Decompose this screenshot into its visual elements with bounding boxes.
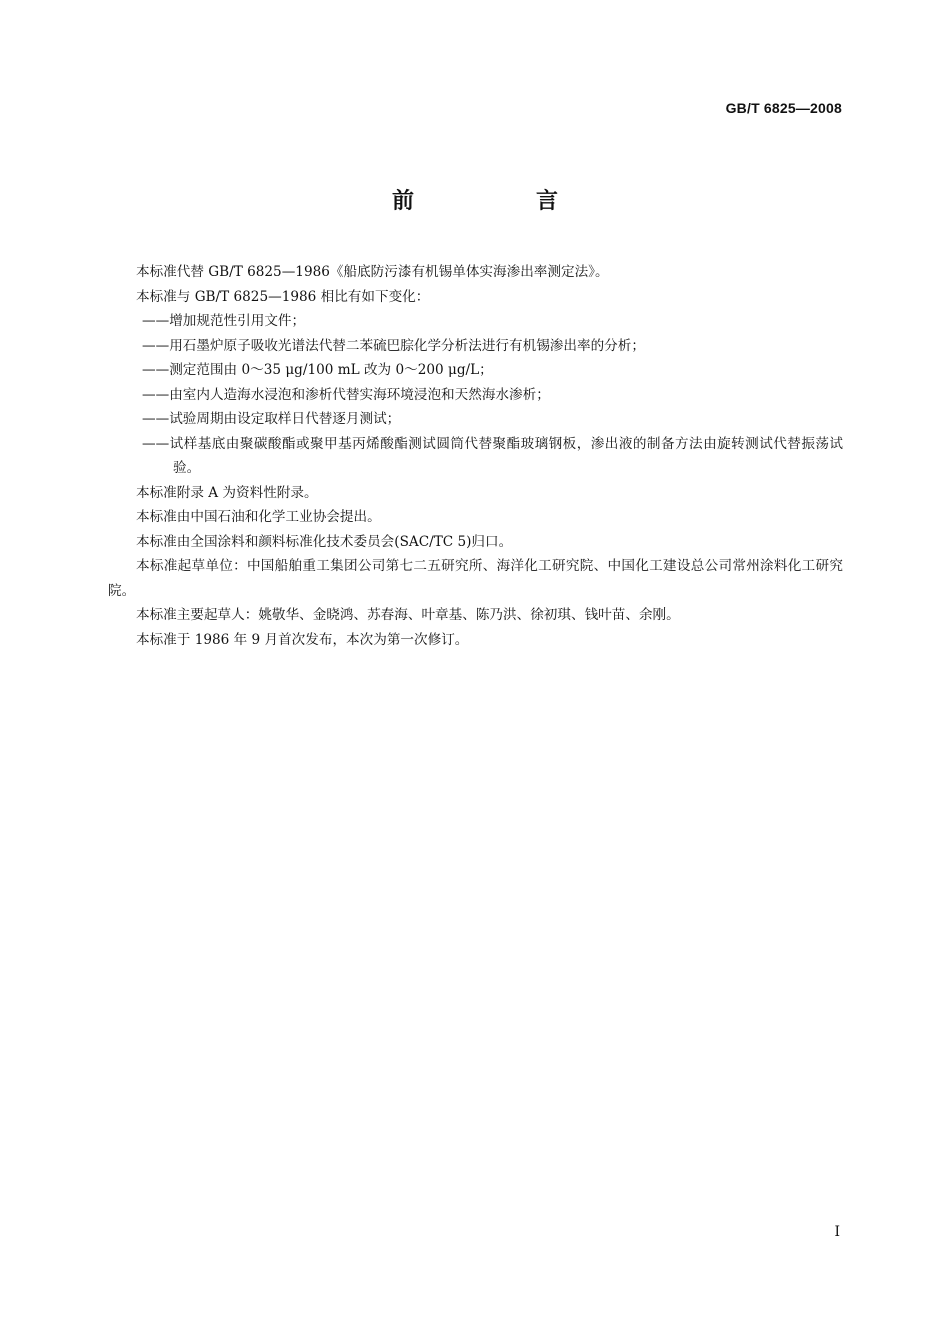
standard-code: GB/T 6825—2008 xyxy=(725,100,842,116)
list-item: ——测定范围由 0～35 μg/100 mL 改为 0～200 μg/L； xyxy=(142,362,493,378)
list-item: ——用石墨炉原子吸收光谱法代替二苯硫巴腙化学分析法进行有机锡渗出率的分析； xyxy=(142,337,645,354)
paragraph-drafters: 本标准主要起草人：姚敬华、金晓鸿、苏春海、叶章基、陈乃洪、徐初琪、钱叶苗、余刚。 xyxy=(136,607,680,623)
document-body xyxy=(108,260,843,652)
paragraph-drafting-units: 本标准起草单位：中国船舶重工集团公司第七二五研究所、海洋化工研究院、中国化工建设总公司常州涂料化工研究院。 xyxy=(108,558,843,599)
paragraph-proposer: 本标准由中国石油和化学工业协会提出。 xyxy=(136,509,381,525)
list-item: ——试样基底由聚碳酸酯或聚甲基丙烯酸酯测试圆筒代替聚酯玻璃钢板，渗出液的制备方法由旋转测试代替振荡试验。 xyxy=(142,435,843,476)
paragraph-replacement: 本标准代替 GB/T 6825—1986《船底防污漆有机锡单体实海渗出率测定法》。 xyxy=(136,264,609,280)
paragraph-committee: 本标准由全国涂料和颜料标准化技术委员会(SAC/TC 5)归口。 xyxy=(136,533,513,550)
list-item: ——试验周期由设定取样日代替逐月测试； xyxy=(142,411,401,427)
paragraph-publication-history: 本标准于 1986 年 9 月首次发布，本次为第一次修订。 xyxy=(136,631,469,648)
page-title: 前 言 xyxy=(391,189,608,214)
paragraph-appendix: 本标准附录 A 为资料性附录。 xyxy=(136,484,318,501)
page-number: I xyxy=(834,1224,840,1240)
list-item: ——由室内人造海水浸泡和渗析代替实海环境浸泡和天然海水渗析； xyxy=(142,386,550,403)
paragraph-changes-intro: 本标准与 GB/T 6825—1986 相比有如下变化： xyxy=(136,288,430,305)
list-item: ——增加规范性引用文件； xyxy=(142,313,306,329)
